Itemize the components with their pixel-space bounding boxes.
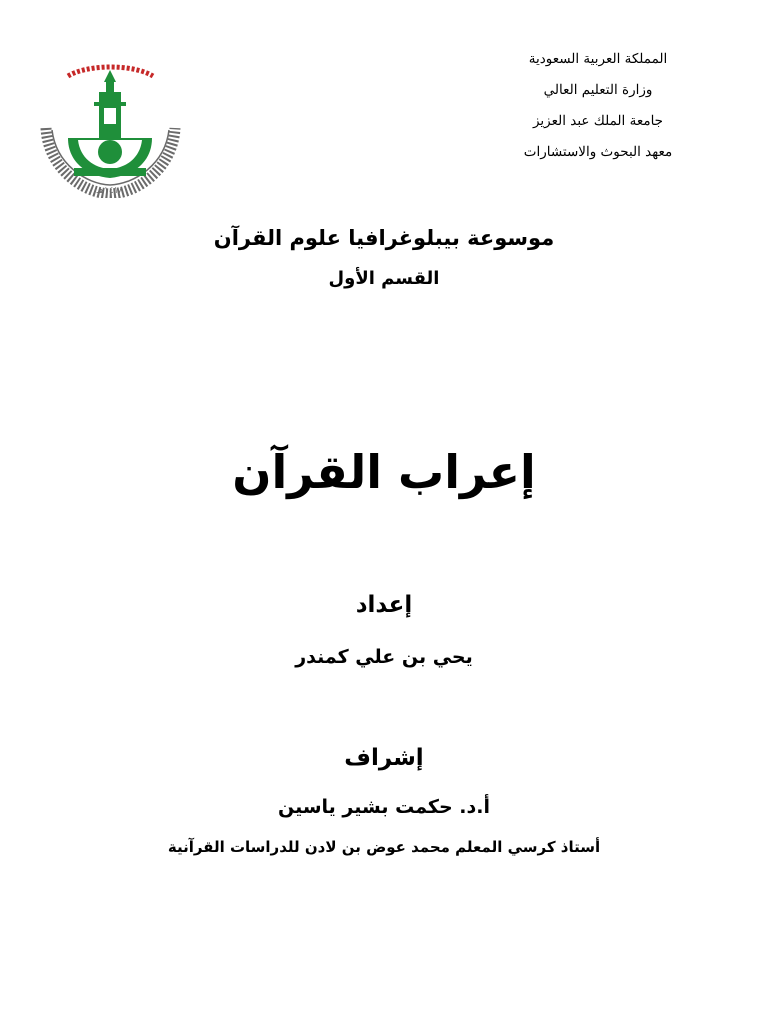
header-line-institute: معهد البحوث والاستشارات bbox=[523, 144, 673, 160]
book-title: إعراب القرآن bbox=[232, 445, 536, 499]
supervised-by-label: إشراف bbox=[344, 745, 424, 771]
svg-text:١٤١٨هـ: ١٤١٨هـ bbox=[96, 186, 124, 196]
prepared-by-label: إعداد bbox=[355, 592, 413, 618]
section-title: القسم الأول bbox=[328, 268, 440, 289]
series-title: موسوعة بيبلوغرافيا علوم القرآن bbox=[213, 226, 555, 250]
header-line-country: المملكة العربية السعودية bbox=[528, 51, 668, 67]
author-name: يحي بن علي كمندر bbox=[295, 646, 473, 668]
university-logo bbox=[38, 58, 183, 198]
header-line-university: جامعة الملك عبد العزيز bbox=[532, 113, 664, 129]
institution-header bbox=[468, 44, 728, 168]
header-line-ministry: وزارة التعليم العالي bbox=[543, 82, 653, 98]
supervisor-position: أستاذ كرسي المعلم محمد عوض بن لادن للدراسات القرآنية bbox=[167, 838, 601, 856]
supervisor-name: أ.د. حكمت بشير ياسين bbox=[278, 796, 490, 818]
university-emblem-icon bbox=[38, 58, 183, 198]
